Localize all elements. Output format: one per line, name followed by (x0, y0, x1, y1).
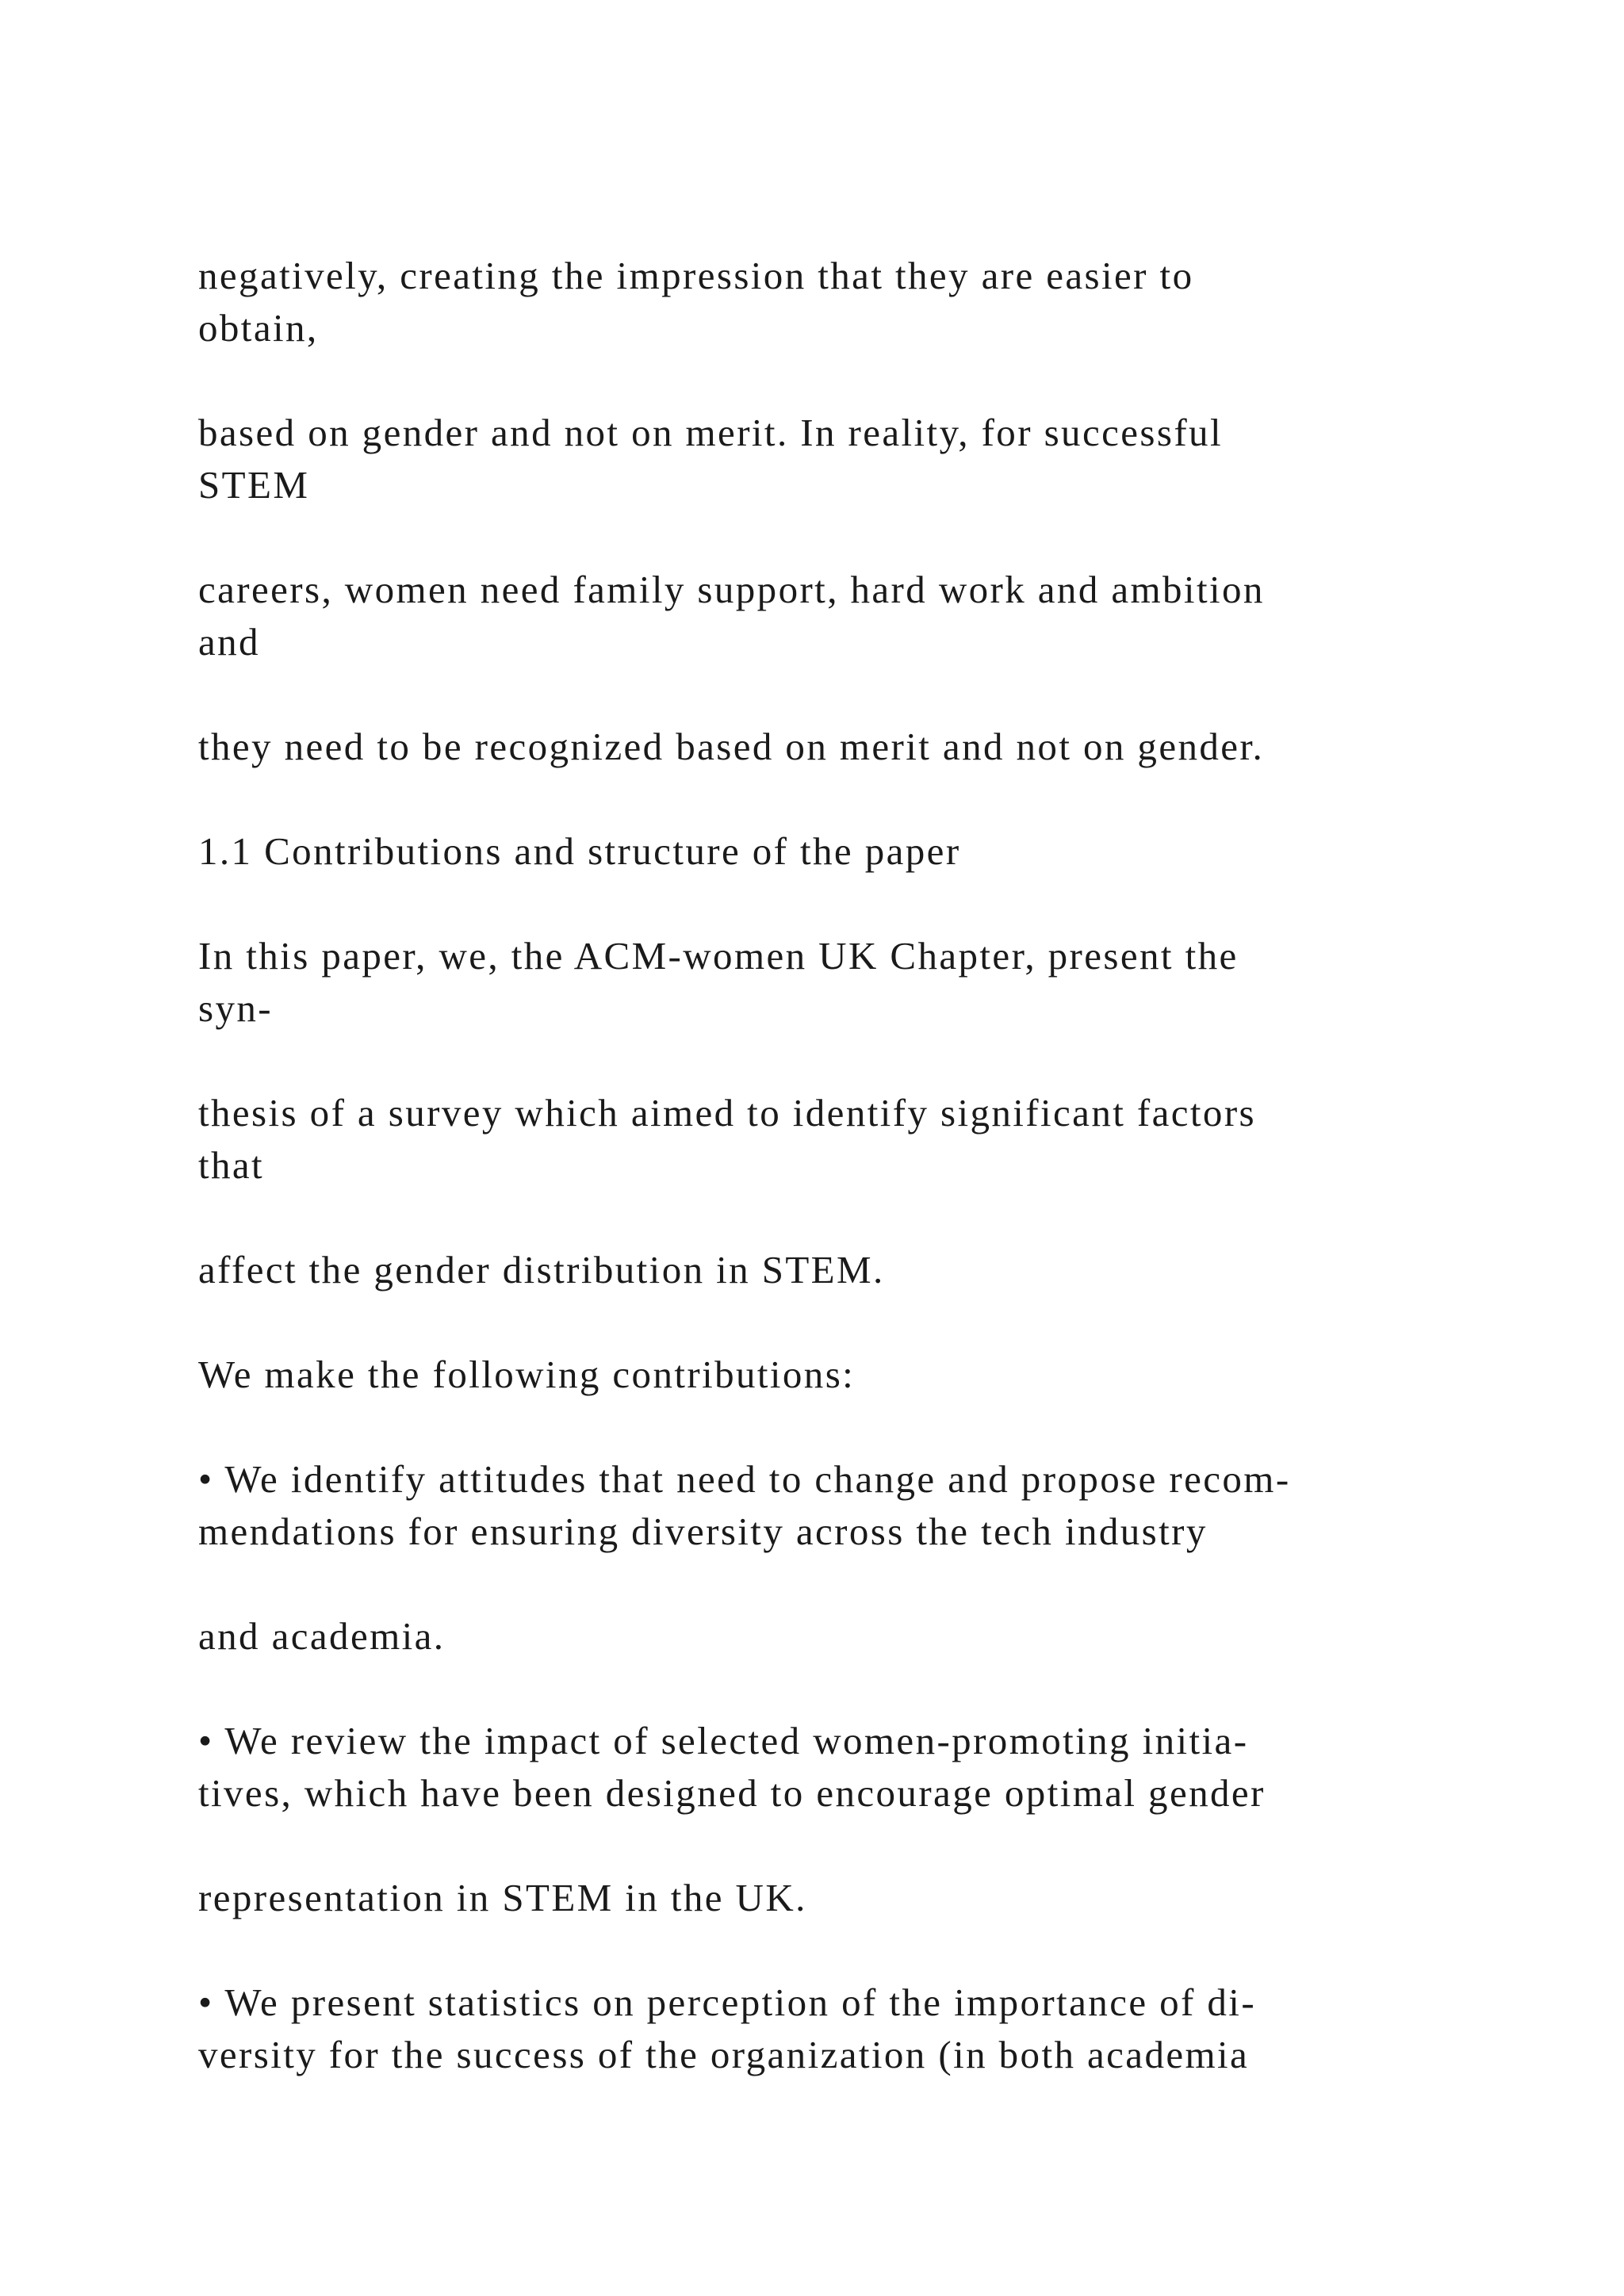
text-line: In this paper, we, the ACM-women UK Chapter, present the (198, 934, 1239, 978)
text-line: versity for the success of the organization (in both academia (198, 2033, 1250, 2076)
text-line: syn- (198, 986, 273, 1030)
text-line: We make the following contributions: (198, 1353, 856, 1396)
text-line: that (198, 1143, 265, 1187)
bullet-line: • We identify attitudes that need to change and propose recom- (198, 1457, 1291, 1501)
text-line: careers, women need family support, hard work and ambition (198, 568, 1265, 611)
text-line: tives, which have been designed to encourage optimal gender (198, 1771, 1266, 1815)
text-line: and (198, 620, 260, 664)
text-line: representation in STEM in the UK. (198, 1876, 807, 1919)
text-line: mendations for ensuring diversity across the tech industry (198, 1510, 1208, 1553)
text-line: affect the gender distribution in STEM. (198, 1248, 885, 1292)
text-line: based on gender and not on merit. In reality, for successful (198, 411, 1223, 454)
section-heading: 1.1 Contributions and structure of the paper (198, 829, 961, 873)
text-line: STEM (198, 463, 310, 507)
bullet-line: • We present statistics on perception of the importance of di- (198, 1980, 1257, 2024)
text-line: thesis of a survey which aimed to identify significant factors (198, 1091, 1257, 1135)
text-line: obtain, (198, 306, 319, 350)
text-line: and academia. (198, 1614, 446, 1658)
text-line: negatively, creating the impression that they are easier to (198, 254, 1194, 297)
bullet-line: • We review the impact of selected women-promoting initia- (198, 1719, 1249, 1762)
text-line: they need to be recognized based on merit and not on gender. (198, 725, 1265, 768)
